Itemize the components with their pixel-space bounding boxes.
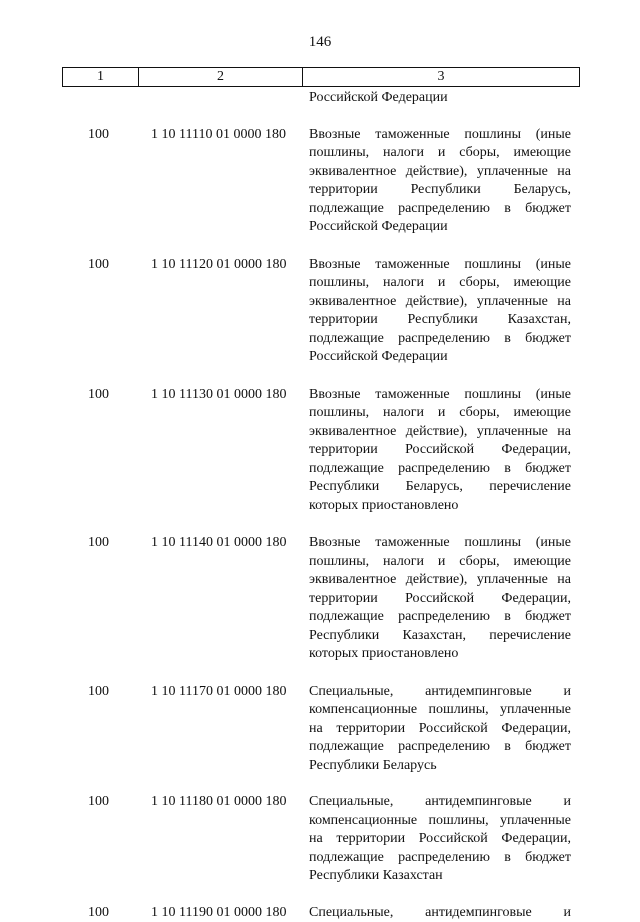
description-line: Республики Беларусь, перечисление [309,478,571,497]
table-row [0,256,640,367]
column-1-header: 1 [63,68,139,86]
description-line: территории Российской Федерации, [309,441,571,460]
description-cell [309,793,571,886]
table-row [0,683,640,776]
description-line: подлежащие распределению в бюджет [309,330,571,349]
admin-code-cell: 100 [88,126,114,145]
table-row [0,534,640,664]
description-cell [309,386,571,516]
table-row [0,386,640,516]
table-row [0,126,640,237]
description-line: Ввозные таможенные пошлины (иные [309,534,571,553]
description-cell [309,126,571,237]
admin-code-cell: 100 [88,534,114,553]
description-line: Специальные, антидемпинговые и [309,904,571,922]
description-line: подлежащие распределению в бюджет [309,738,571,757]
admin-code-cell: 100 [88,793,114,812]
description-line: эквивалентное действие), уплаченные на [309,571,571,590]
column-2-header: 2 [139,68,303,86]
description-line: на территории Российской Федерации, [309,830,571,849]
description-line: которых приостановлено [309,645,571,664]
description-cell [309,534,571,664]
description-cell [309,904,571,922]
description-cell [309,256,571,367]
description-line: Российской Федерации [309,348,571,367]
description-line: Республики Казахстан, перечисление [309,627,571,646]
description-line: которых приостановлено [309,497,571,516]
description-line: подлежащие распределению в бюджет [309,608,571,627]
description-line: подлежащие распределению в бюджет [309,460,571,479]
description-line: эквивалентное действие), уплаченные на [309,293,571,312]
description-line: пошлины, налоги и сборы, имеющие [309,144,571,163]
description-line: Ввозные таможенные пошлины (иные [309,256,571,275]
budget-code-cell: 1 10 11120 01 0000 180 [151,256,301,275]
description-line: Специальные, антидемпинговые и [309,793,571,812]
page-number: 146 [0,34,640,51]
description-line: пошлины, налоги и сборы, имеющие [309,553,571,572]
description-line: Республики Казахстан [309,867,571,886]
description-line: компенсационные пошлины, уплаченные [309,701,571,720]
admin-code-cell: 100 [88,386,114,405]
budget-code-cell: 1 10 11110 01 0000 180 [151,126,301,145]
description-line: пошлины, налоги и сборы, имеющие [309,404,571,423]
description-line: Специальные, антидемпинговые и [309,683,571,702]
admin-code-cell: 100 [88,256,114,275]
column-3-header: 3 [303,68,579,86]
description-line: компенсационные пошлины, уплаченные [309,812,571,831]
table-body [0,89,640,922]
admin-code-cell: 100 [88,904,114,922]
budget-code-cell: 1 10 11130 01 0000 180 [151,386,301,405]
description-line: подлежащие распределению в бюджет [309,200,571,219]
description-line: на территории Российской Федерации, [309,720,571,739]
description-line: эквивалентное действие), уплаченные на [309,163,571,182]
continuation-text: Российской Федерации [309,89,571,108]
description-line: пошлины, налоги и сборы, имеющие [309,274,571,293]
table-row [0,793,640,886]
table-column-header [62,67,580,87]
description-line: Ввозные таможенные пошлины (иные [309,126,571,145]
description-line: подлежащие распределению в бюджет [309,849,571,868]
budget-code-cell: 1 10 11190 01 0000 180 [151,904,301,922]
description-line: Российской Федерации [309,218,571,237]
admin-code-cell: 100 [88,683,114,702]
budget-code-cell: 1 10 11180 01 0000 180 [151,793,301,812]
budget-code-cell: 1 10 11170 01 0000 180 [151,683,301,702]
description-line: Ввозные таможенные пошлины (иные [309,386,571,405]
description-cell [309,683,571,776]
budget-code-cell: 1 10 11140 01 0000 180 [151,534,301,553]
description-line: эквивалентное действие), уплаченные на [309,423,571,442]
description-line: территории Российской Федерации, [309,590,571,609]
continuation-row [0,89,640,108]
description-line: Республики Беларусь [309,757,571,776]
table-row [0,904,640,922]
description-line: территории Республики Казахстан, [309,311,571,330]
description-line: территории Республики Беларусь, [309,181,571,200]
